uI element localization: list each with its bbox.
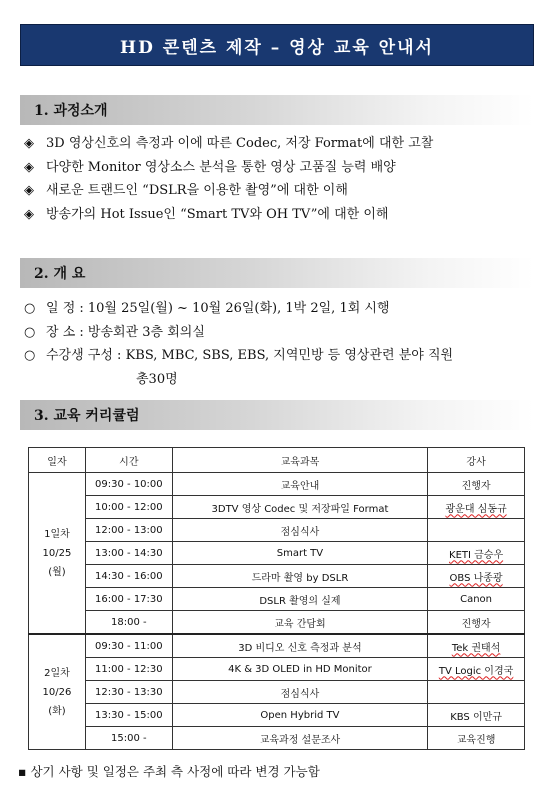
table-row [29, 681, 525, 704]
lecturer-cell: Canon [428, 588, 525, 611]
section-heading-course-intro: 1. 과정소개 [20, 95, 534, 125]
subject-cell: 점심식사 [172, 681, 427, 704]
diamond-bullet-icon: ◈ [24, 206, 34, 222]
lecturer-cell: 진행자 [428, 473, 525, 496]
subject-cell: 교육과정 설문조사 [172, 727, 427, 750]
list-item: ◈ 3D 영상신호의 측정과 이에 따른 Codec, 저장 Format에 대한 고찰 [24, 132, 433, 156]
table-row [29, 496, 525, 519]
list-item: ◈ 다양한 Monitor 영상소스 분석을 통한 영상 고품질 능력 배양 [24, 156, 433, 180]
subject-cell: 3DTV 영상 Codec 및 저장파일 Format [172, 496, 427, 519]
course-intro-list [24, 132, 433, 226]
time-cell: 16:00 - 17:30 [85, 588, 172, 611]
time-cell: 10:00 - 12:00 [85, 496, 172, 519]
lecturer-cell: KBS 이만규 [428, 704, 525, 727]
day-cell-1: 1일차 10/25 (월) [29, 473, 86, 635]
list-item: ○ 일 정 : 10월 25일(월) ~ 10월 26일(화), 1박 2일, 1회 시행 [24, 297, 453, 321]
list-item: ○ 수강생 구성 : KBS, MBC, SBS, EBS, 지역민방 등 영상관련 분야 직원 [24, 344, 453, 368]
circle-bullet-icon: ○ [24, 324, 36, 340]
lecturer-cell [428, 681, 525, 704]
footnote: ▪ 상기 사항 및 일정은 주최 측 사정에 따라 변경 가능함 [18, 764, 320, 779]
time-cell: 15:00 - [85, 727, 172, 750]
day-cell-2: 2일차 10/26 (화) [29, 634, 86, 750]
list-item: ◈ 새로운 트랜드인 “DSLR을 이용한 촬영”에 대한 이해 [24, 179, 433, 203]
table-row [29, 704, 525, 727]
table-row [29, 658, 525, 681]
subject-cell: 4K & 3D OLED in HD Monitor [172, 658, 427, 681]
section-heading-overview: 2. 개 요 [20, 258, 534, 288]
overview-list [24, 297, 453, 391]
time-cell: 14:30 - 16:00 [85, 565, 172, 588]
time-cell: 09:30 - 10:00 [85, 473, 172, 496]
circle-bullet-icon: ○ [24, 348, 36, 363]
header-date: 일자 [29, 448, 86, 473]
time-cell: 09:30 - 11:00 [85, 634, 172, 658]
diamond-bullet-icon: ◈ [24, 183, 34, 198]
diamond-bullet-icon: ◈ [24, 159, 34, 175]
subject-cell: Smart TV [172, 542, 427, 565]
lecturer-cell: OBS 나종광 [428, 565, 525, 588]
document-title: HD 콘텐츠 제작 – 영상 교육 안내서 [20, 24, 534, 66]
table-row [29, 727, 525, 750]
diamond-bullet-icon: ◈ [24, 136, 34, 151]
subject-cell: 점심식사 [172, 519, 427, 542]
table-row [29, 473, 525, 496]
lecturer-cell: 광운대 심동규 [428, 496, 525, 519]
list-item-continuation: 총30명 [136, 371, 178, 387]
time-cell: 13:30 - 15:00 [85, 704, 172, 727]
subject-cell: 3D 비디오 신호 측정과 분석 [172, 634, 427, 658]
circle-bullet-icon: ○ [24, 301, 36, 316]
subject-cell: 교육 간담회 [172, 611, 427, 635]
time-cell: 18:00 - [85, 611, 172, 635]
header-subject: 교육과목 [172, 448, 427, 473]
lecturer-cell [428, 519, 525, 542]
time-cell: 11:00 - 12:30 [85, 658, 172, 681]
table-row [29, 565, 525, 588]
time-cell: 12:00 - 13:00 [85, 519, 172, 542]
lecturer-cell: KETI 금승우 [428, 542, 525, 565]
lecturer-cell: Tek 권태석 [428, 634, 525, 658]
subject-cell: Open Hybrid TV [172, 704, 427, 727]
table-row [29, 542, 525, 565]
table-row [29, 519, 525, 542]
subject-cell: 드라마 촬영 by DSLR [172, 565, 427, 588]
lecturer-cell: 진행자 [428, 611, 525, 635]
header-time: 시간 [85, 448, 172, 473]
header-lecturer: 강사 [428, 448, 525, 473]
list-item: ○ 장 소 : 방송회관 3층 회의실 [24, 321, 453, 345]
time-cell: 12:30 - 13:30 [85, 681, 172, 704]
subject-cell: 교육안내 [172, 473, 427, 496]
time-cell: 13:00 - 14:30 [85, 542, 172, 565]
section-heading-curriculum: 3. 교육 커리큘럼 [20, 400, 534, 430]
table-row [29, 634, 525, 658]
curriculum-table [28, 447, 525, 750]
lecturer-cell: TV Logic 이경국 [428, 658, 525, 681]
table-row [29, 611, 525, 635]
table-row [29, 588, 525, 611]
lecturer-cell: 교육진행 [428, 727, 525, 750]
table-header-row [29, 448, 525, 473]
subject-cell: DSLR 촬영의 실제 [172, 588, 427, 611]
list-item: ◈ 방송가의 Hot Issue인 “Smart TV와 OH TV”에 대한 이해 [24, 203, 433, 227]
